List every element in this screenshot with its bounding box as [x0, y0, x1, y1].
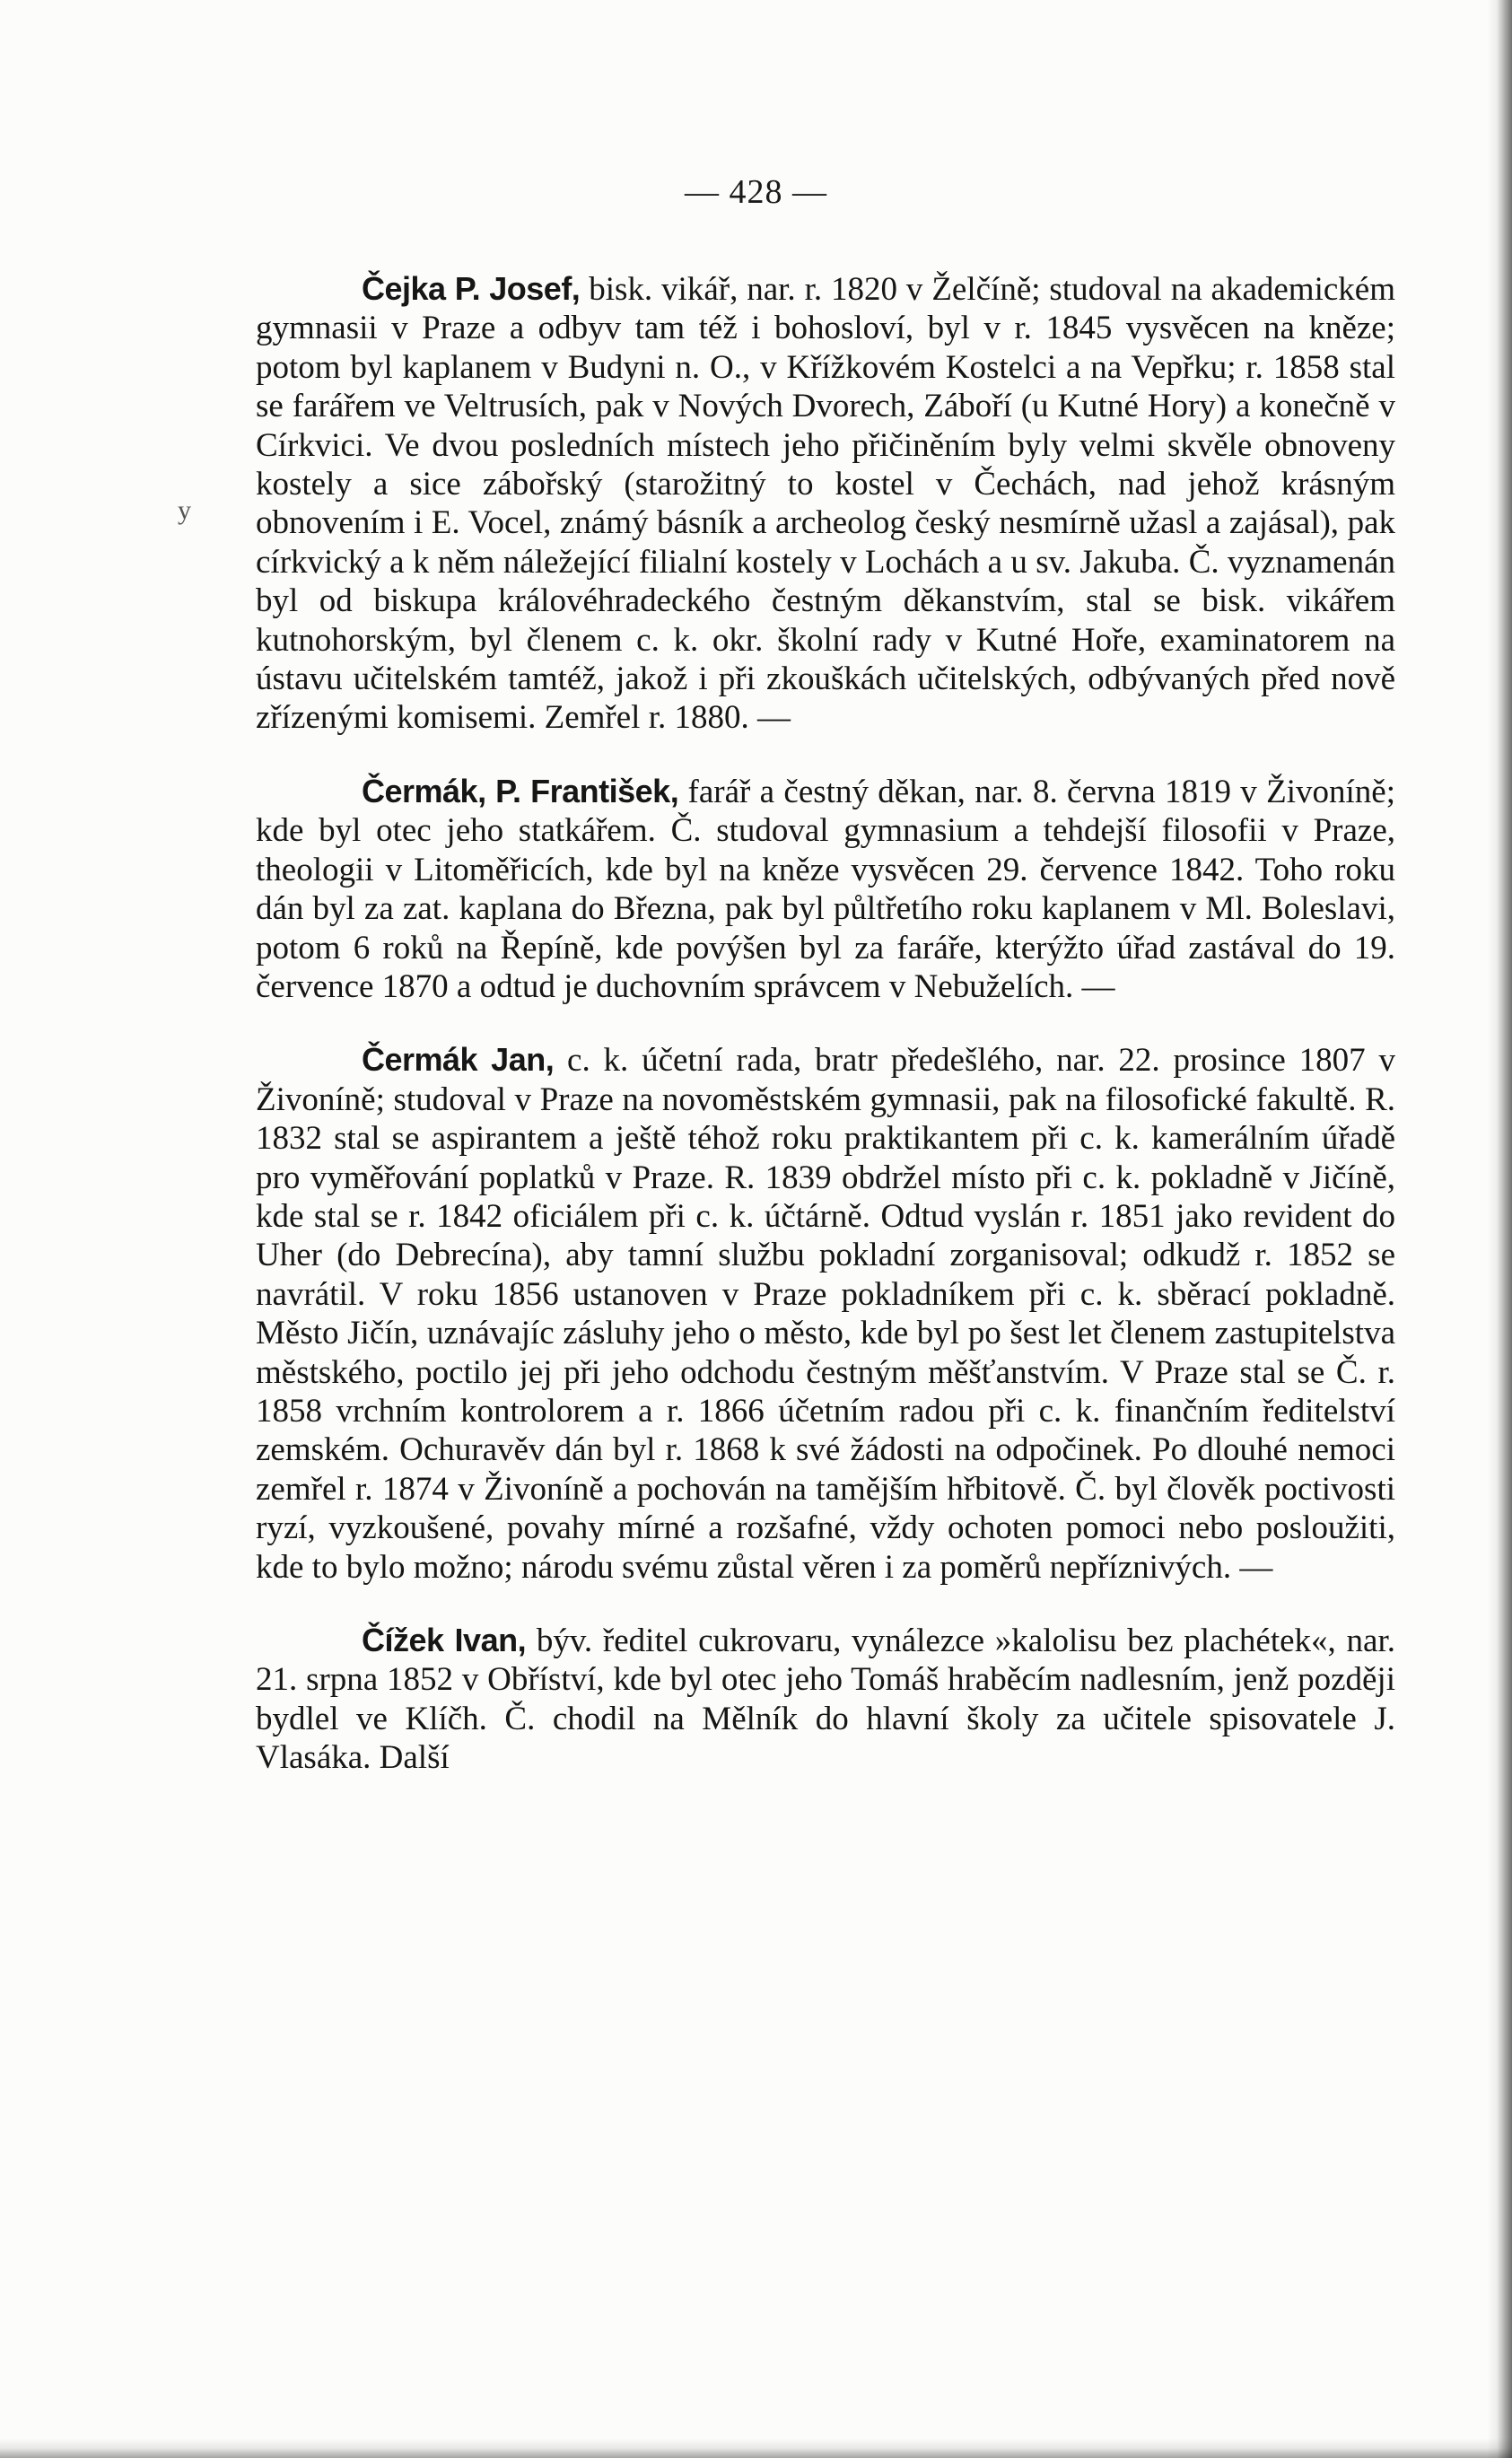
entry-given-name: Ivan,: [443, 1622, 527, 1658]
body-text: [256, 269, 1395, 1778]
entry-cizek-ivan: [256, 1621, 1395, 1778]
entry-given-name: Jan,: [477, 1041, 555, 1079]
entry-text: c. k. účetní rada, bratr předešlého, nar. 22. prosince 1807 v Živoníně; studoval v Praze na novoměstském gymnasii, pak na filosofické fakultě. R. 1832 stal se aspirantem a ještě téhož roku praktikantem při c. k. kamerálním úřadě pro vyměřování poplatků v Praze. R. 1839 obdržel místo při c. k. pokladně v Jičíně, kde stal se r. 1842 oficiálem při c. k. účtárně. Odtud vyslán r. 1851 jako revident do Uher (do Debrecína), aby tamní službu pokladní zorganisoval; odkudž r. 1852 se navrátil. V roku 1856 ustanoven v Praze pokladníkem při c. k. sběrací pokladně. Město Jičín, uznávajíc zásluhy jeho o město, kde byl po šest let členem zastupitelstva městského, poctilo jej při jeho odchodu čestným měšťanstvím. V Praze stal se Č. r. 1858 vrchním kontrolorem a r. 1866 účetním radou při c. k. finančním ředitelství zemském. Ochuravěv dán byl r. 1868 k své žádosti na odpočinek. Po dlouhé nemoci zemřel r. 1874 v Živoníně a pochován na tamějším hřbitově. Č. byl člověk poctivosti ryzí, vyzkoušené, povahy mírné a rozšafné, vždy ochoten pomoci nebo posloužiti, kde to bylo možno; národu svému zůstal věren i za poměrů nepříznivých. —: [256, 1042, 1395, 1586]
entry-cermak-jan: [256, 1040, 1395, 1587]
page-number: — 428 —: [685, 173, 827, 211]
entry-surname: Čížek: [362, 1622, 444, 1658]
entry-heading-cejka: [362, 270, 580, 307]
entry-given-name: P. František,: [485, 772, 679, 809]
entry-heading-cizek: [362, 1622, 526, 1658]
entry-text: farář a čestný děkan, nar. 8. června 1819 v Živoníně; kde byl otec jeho statkářem. Č. studoval gymnasium a tehdejší filosofii v Praze, theologii v Litoměřicích, kde byl na kněze vysvěcen 29. července 1842. Toho roku dán byl za zat. kaplana do Března, pak byl půltřetího roku kaplanem v Ml. Boleslavi, potom 6 roků na Řepíně, kde povýšen byl za faráře, kterýžto úřad zastával do 19. července 1870 a odtud je duchovním správcem v Nebuželích. —: [256, 773, 1395, 1005]
entry-text: býv. ředitel cukrovaru, vynálezce »kalolisu bez plachétek«, nar. 21. srpna 1852 v Obříství, kde byl otec jeho Tomáš hraběcím nadlesním, jenž později bydlel ve Klíčh. Č. chodil na Mělník do hlavní školy za učitele spisovatele J. Vlasáka. Další: [256, 1623, 1395, 1777]
entry-cermak-frantisek: [256, 772, 1395, 1006]
entry-cejka-josef: [256, 269, 1395, 738]
entry-heading-cermak-frantisek: [362, 773, 678, 809]
page-edge-shadow-bottom: [0, 2438, 1512, 2458]
entry-surname: Čermák,: [362, 772, 486, 809]
margin-mark: y: [178, 495, 191, 525]
page-edge-shadow-right: [1487, 0, 1512, 2458]
entry-heading-cermak-jan: [362, 1041, 554, 1078]
entry-text: bisk. vikář, nar. r. 1820 v Želčíně; studoval na akademickém gymnasii v Praze a odbyv tam též i bohosloví, byl v r. 1845 vysvěcen na kněze; potom byl kaplanem v Budyni n. O., v Křížkovém Kostelci a na Vepřku; r. 1858 stal se farářem ve Veltrusích, pak v Nových Dvorech, Záboří (u Kutné Hory) a konečně v Církvici. Ve dvou posledních místech jeho přičiněním byly velmi skvěle obnoveny kostely a sice zábořský (starožitný to kostel v Čechách, nad jehož krásným obnovením i E. Vocel, známý básník a archeolog český nesmírně užasl a zajásal), pak církvický a k něm náležející filialní kostely v Lochách a u sv. Jakuba. Č. vyznamenán byl od biskupa královéhradeckého čestným děkanstvím, stal se bisk. vikářem kutnohorským, byl členem c. k. okr. školní rady v Kutné Hoře, examinatorem na ústavu učitelském tamtéž, jakož i při zkouškách učitelských, odbývaných před nově zřízenými komisemi. Zemřel r. 1880. —: [256, 271, 1395, 737]
entry-given-name: P. Josef,: [445, 270, 581, 307]
entry-surname: Čejka: [362, 270, 446, 307]
entry-surname: Čermák: [362, 1041, 478, 1079]
